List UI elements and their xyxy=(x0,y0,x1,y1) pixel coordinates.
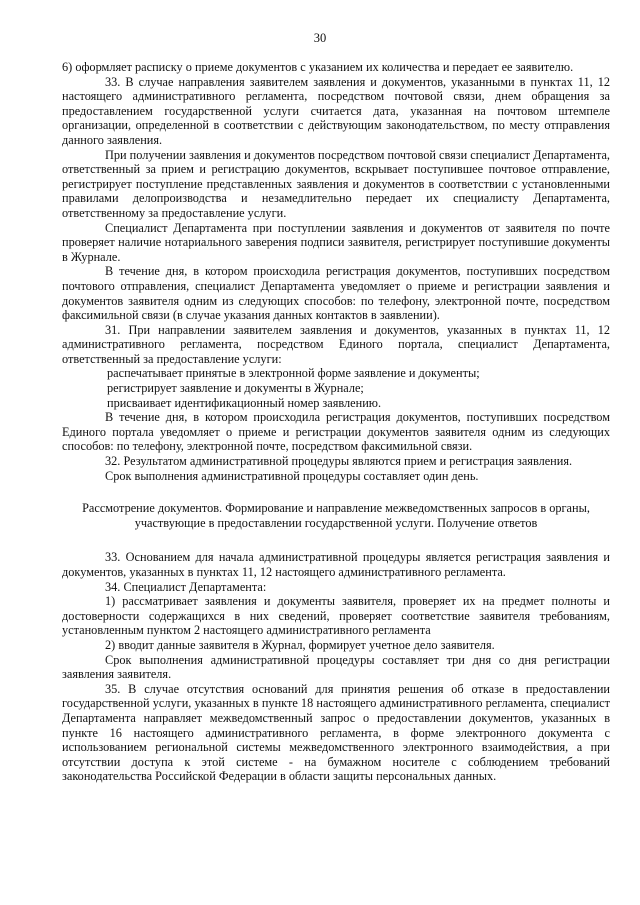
paragraph: присваивает идентификационный номер заявлению. xyxy=(107,395,382,410)
section-heading: Рассмотрение документов. Формирование и направление межведомственных запросов в органы, участвующие в предоставлении государственной услуги. Получение ответов xyxy=(82,501,590,530)
paragraph: регистрирует заявление и документы в Журнале; xyxy=(107,381,364,396)
section-review xyxy=(62,550,610,784)
paragraph: распечатывает принятые в электронной форме заявление и документы; xyxy=(107,366,480,381)
section-registration xyxy=(62,60,610,483)
page-number: 30 xyxy=(313,31,327,45)
paragraph: Срок выполнения административной процедуры составляет три дня со дня регистрации заявления заявителя. xyxy=(62,652,610,682)
paragraph: При получении заявления и документов посредством почтовой связи специалист Департамента, ответственный за прием и регистрацию документов, вскрывает поступившее почтовое отправление, регистрирует поступление представленных заявления и документов в соответствии с установленными правилами делопроизводства и незамедлительно передает их специалисту Департамента, ответственному за предоставление услуги. xyxy=(62,147,611,220)
paragraph: 35. В случае отсутствия оснований для принятия решения об отказе в предоставлении государственной услуги, указанных в пункте 18 настоящего административного регламента, специалист Департамента направляет межведомственный запрос о предоставлении документов, указанных в пункте 16 настоящего административного регламента, в форме электронного документа с использованием региональной системы межведомственного электронного взаимодействия, а при отсутствии доступа к этой системе - на бумажном носителе с соблюдением требований законодательства Российской Федерации в области защиты персональных данных. xyxy=(62,681,610,784)
paragraph: 34. Специалист Департамента: xyxy=(105,579,267,594)
paragraph: В течение дня, в котором происходила регистрация документов, поступивших посредством почтового отправления, специалист Департамента уведомляет о приеме и регистрации заявления и документов заявителя одним из следующих способов: по телефону, электронной почте, посредством факсимильной связи (в случае указания данных контактов в заявлении). xyxy=(62,264,610,323)
paragraph: 6) оформляет расписку о приеме документов с указанием их количества и передает ее заявителю. xyxy=(62,60,574,74)
paragraph: 1) рассматривает заявления и документы заявителя, проверяет их на предмет полноты и достоверности содержащихся в них сведений, проверяет соответствие заявителя требованиям, установленным пунктом 2 настоящего административного регламента xyxy=(62,594,610,638)
paragraph: 33. Основанием для начала административной процедуры является регистрация заявления и документов, указанных в пунктах 11, 12 настоящего административного регламента. xyxy=(62,550,610,579)
paragraph: Специалист Департамента при поступлении заявления и документов от заявителя по почте проверяет наличие нотариального заверения подписи заявителя, регистрирует поступившие документы в Журнале. xyxy=(62,220,610,264)
paragraph: 31. При направлении заявителем заявления и документов, указанных в пунктах 11, 12 административного регламента, посредством Единого портала, специалист Департамента, ответственный за предоставление услуги: xyxy=(62,322,610,366)
paragraph: 33. В случае направления заявителем заявления и документов, указанными в пунктах 11, 12 настоящего административного регламента, посредством почтовой связи, днем обращения за предоставлением государственной услуги считается дата, указанная на почтовом штемпеле организации, определенной в соответствии с действующим законодательством, по месту отправления данного заявления. xyxy=(62,74,610,147)
paragraph: 32. Результатом административной процедуры являются прием и регистрация заявления. xyxy=(105,454,573,469)
paragraph: 2) вводит данные заявителя в Журнал, формирует учетное дело заявителя. xyxy=(105,637,495,652)
paragraph: Срок выполнения административной процедуры составляет один день. xyxy=(105,468,479,483)
document-body xyxy=(62,60,610,784)
paragraph: В течение дня, в котором происходила регистрация документов, поступивших посредством Единого портала уведомляет о приеме и регистрации документов заявителя одним из следующих способов: по телефону, электронной почте, посредством факсимильной связи. xyxy=(62,410,610,454)
